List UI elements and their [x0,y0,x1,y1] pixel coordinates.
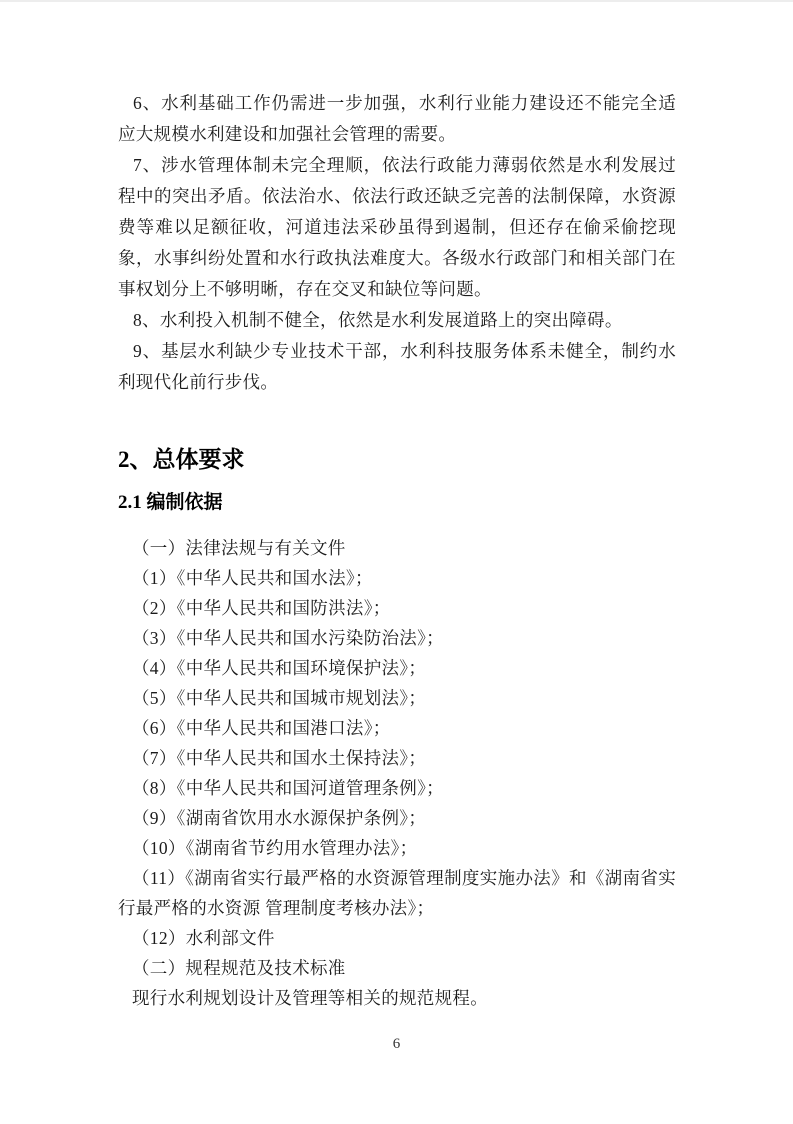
page-number: 6 [392,1036,401,1052]
paragraph-issue-7: 7、涉水管理体制未完全理顺，依法行政能力薄弱依然是水利发展过程中的突出矛盾。依法治水、依法行政还缺乏完善的法制保障，水资源费等难以足额征收，河道违法采砂虽得到遏制，但还存在偷采偷挖现象，水事纠纷处置和水行政执法难度大。各级水行政部门和相关部门在事权划分上不够明晰，存在交叉和缺位等问题。 [118,155,676,299]
list-item-law-9: （9）《湖南省饮用水水源保护条例》； [132,808,427,828]
list-item-law-3: （3）《中华人民共和国水污染防治法》； [132,628,444,648]
page-content [118,88,676,1013]
paragraph-issue-9: 9、基层水利缺少专业技术干部，水利科技服务体系未健全，制约水利现代化前行步伐。 [118,341,676,392]
section-heading: 2、总体要求 [118,447,245,472]
list-item-law-4: （4）《中华人民共和国环境保护法》； [132,658,427,678]
list-item-category-2: （二）规程规范及技术标准 [132,958,346,978]
list-item-law-10: （10）《湖南省节约用水管理办法》； [132,838,418,858]
list-item-category-1: （一）法律法规与有关文件 [132,538,346,558]
list-item-law-2: （2）《中华人民共和国防洪法》； [132,598,391,618]
list-item-law-8: （8）《中华人民共和国河道管理条例》； [132,778,444,798]
list-item-law-11: （11）《湖南省实行最严格的水资源管理制度实施办法》和《湖南省实行最严格的水资源 管理制度考核办法》； [118,868,676,918]
page-footer [0,1035,793,1053]
list-item-law-12: （12）水利部文件 [132,928,275,948]
subsection-heading: 2.1 编制依据 [118,492,223,513]
list-item-law-6: （6）《中华人民共和国港口法》； [132,718,391,738]
list-item-law-7: （7）《中华人民共和国水土保持法》； [132,748,427,768]
basis-list [118,533,676,1013]
paragraph-issue-6: 6、水利基础工作仍需进一步加强，水利行业能力建设还不能完全适应大规模水利建设和加强社会管理的需要。 [118,93,676,144]
paragraph-issue-8: 8、水利投入机制不健全，依然是水利发展道路上的突出障碍。 [133,310,623,330]
list-item-law-1: （1）《中华人民共和国水法》； [132,568,373,588]
paragraph-standards-note: 现行水利规划设计及管理等相关的规范规程。 [132,988,488,1008]
list-item-law-5: （5）《中华人民共和国城市规划法》； [132,688,427,708]
